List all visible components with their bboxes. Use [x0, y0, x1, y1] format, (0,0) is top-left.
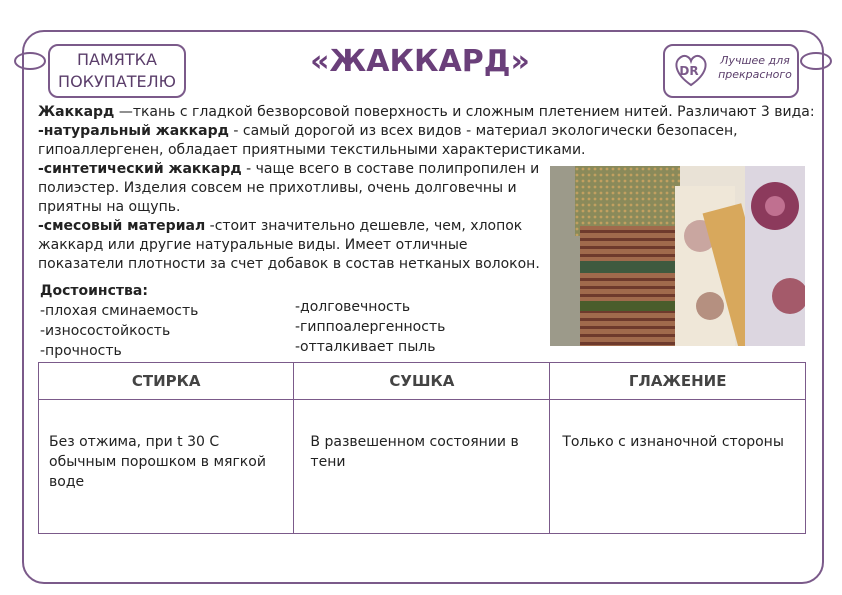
type-name: -смесовый материал — [38, 218, 206, 234]
type-name: -синтетический жаккард — [38, 161, 242, 177]
header-drying: СУШКА — [294, 363, 550, 400]
care-instructions-table — [38, 362, 806, 534]
type-natural — [38, 122, 820, 160]
badge-line-2: ПОКУПАТЕЛЮ — [58, 72, 176, 91]
header-washing: СТИРКА — [39, 363, 294, 400]
frame-curl-decoration — [800, 52, 832, 70]
advantages-column-1 — [40, 301, 198, 361]
brand-logo-badge — [663, 44, 799, 98]
type-desc: - чаще всего в составе полипропилен и полиэстер. Изделия совсем не прихотливы, очень долговечны и приятны на ощупь. — [38, 161, 540, 215]
cell-ironing: Только с изнаночной стороны — [550, 400, 806, 534]
type-blended — [38, 217, 546, 274]
advantage-item: -износостойкость — [40, 323, 171, 339]
type-desc: -стоит значительно дешевле, чем, хлопок жаккард или другие натуральные виды. Имеет отличные показатели плотности за счет добавок в состав нетканых волокон. — [38, 218, 540, 272]
type-desc: - самый дорогой из всех видов - материал экологически безопасен, гипоаллергенен, обладает приятными текстильными характеристиками. — [38, 123, 738, 158]
intro-definition: —ткань с гладкой безворсовой поверхность и сложным плетением нитей. Различают 3 вида: — [114, 104, 815, 120]
advantage-item: -плохая сминаемость — [40, 303, 199, 319]
type-synthetic — [38, 160, 546, 217]
frame-curl-decoration — [14, 52, 46, 70]
advantage-item: -прочность — [40, 343, 122, 359]
cell-washing: Без отжима, при t 30 С обычным порошком в мягкой воде — [39, 400, 294, 534]
advantages-title: Достоинства: — [40, 283, 148, 299]
badge-line-1: ПАМЯТКА — [77, 50, 157, 69]
page-title: «ЖАККАРД» — [310, 44, 530, 79]
advantage-item: -отталкивает пыль — [295, 339, 436, 355]
brand-slogan: Лучшее для прекрасного — [718, 54, 792, 81]
table-header-row — [39, 363, 806, 400]
advantage-item: -гиппоалергенность — [295, 319, 446, 335]
intro-term: Жаккард — [38, 104, 115, 120]
header-ironing: ГЛАЖЕНИЕ — [550, 363, 806, 400]
advantage-item: -долговечность — [295, 299, 411, 315]
intro-paragraph — [38, 103, 820, 122]
table-row — [39, 400, 806, 534]
type-name: -натуральный жаккард — [38, 123, 229, 139]
jacquard-fabric-photo — [550, 166, 805, 346]
buyer-memo-badge — [48, 44, 186, 98]
advantages-column-2 — [295, 297, 445, 357]
cell-drying: В развешенном состоянии в тени — [294, 400, 550, 534]
logo-text: DR — [679, 64, 699, 78]
